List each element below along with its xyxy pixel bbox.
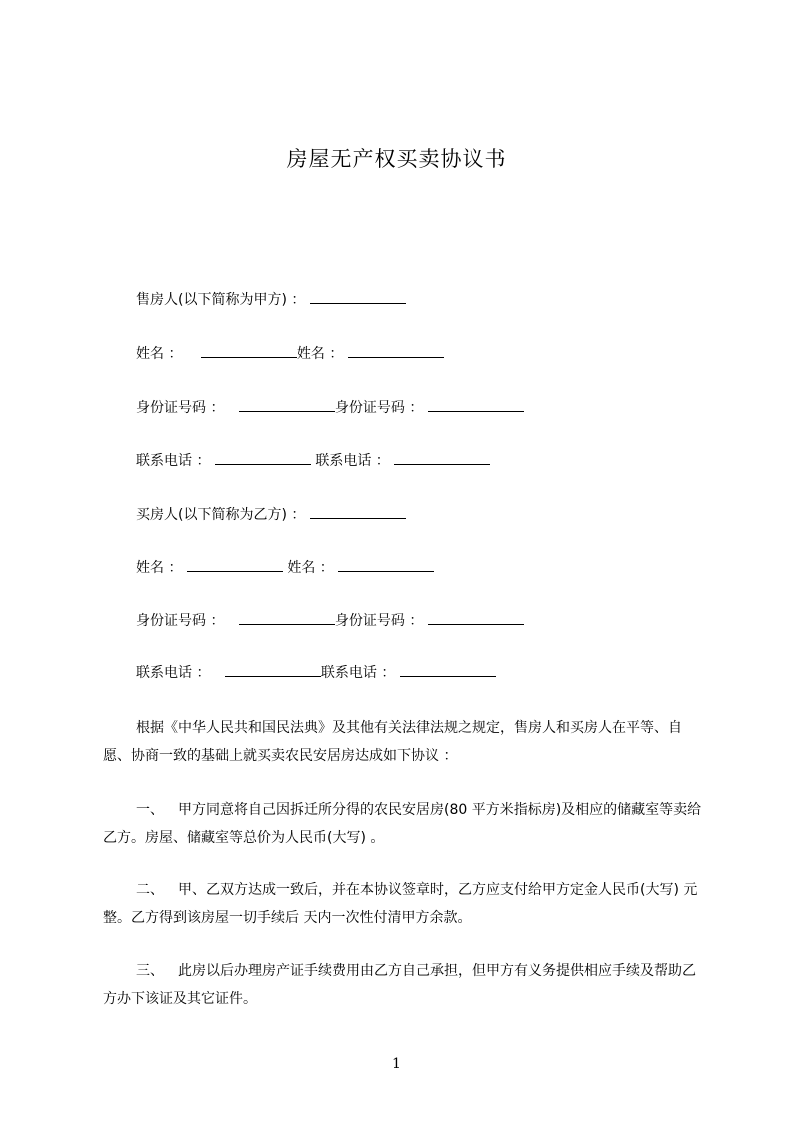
- buyer-id-row: [136, 611, 524, 631]
- buyer-name-blank-1[interactable]: [187, 559, 283, 572]
- buyer-phone-label-1: 联系电话 ：: [136, 665, 211, 681]
- buyer-phone-blank-1[interactable]: [225, 664, 321, 677]
- preamble-paragraph: [103, 714, 703, 770]
- seller-name-blank-2[interactable]: [348, 345, 444, 358]
- buyer-id-label-1: 身份证号码 ：: [136, 613, 225, 629]
- seller-id-blank-2[interactable]: [428, 399, 524, 412]
- seller-heading: [136, 290, 406, 310]
- clause-3-text: 此房以后办理房产证手续费用由乙方自己承担，但甲方有义务提供相应手续及帮助乙方办下该证及其它证件。: [103, 963, 696, 1007]
- clause-3-number: 三、: [136, 963, 164, 979]
- clause-2-text: 甲、乙双方达成一致后，并在本协议签章时，乙方应支付给甲方定金人民币(大写) 元整。乙方得到该房屋一切手续后 天内一次性付清甲方余款。: [103, 882, 698, 926]
- clause-2-number: 二、: [136, 882, 164, 898]
- buyer-blank[interactable]: [310, 506, 406, 519]
- clause-1: [103, 796, 703, 852]
- seller-blank[interactable]: [310, 291, 406, 304]
- buyer-heading: [136, 505, 406, 525]
- buyer-id-blank-1[interactable]: [239, 612, 335, 625]
- buyer-name-blank-2[interactable]: [338, 559, 434, 572]
- buyer-heading-label: 买房人(以下简称为乙方) ：: [136, 507, 306, 523]
- buyer-phone-label-2: 联系电话 ：: [320, 665, 396, 681]
- document-title: 房屋无产权买卖协议书: [286, 147, 507, 171]
- seller-phone-label-2: 联系电话 ：: [315, 453, 390, 469]
- preamble-text: 根据《中华人民共和国民法典》及其他有关法律法规之规定，售房人和买房人在平等、自愿、协商一致的基础上就买卖农民安居房达成如下协议 ：: [103, 720, 682, 764]
- clause-1-number: 一、: [136, 802, 164, 818]
- clause-2: [103, 876, 703, 932]
- clause-1-text: 甲方同意将自己因拆迁所分得的农民安居房(80 平方米指标房)及相应的储藏室等卖给乙方。房屋、储藏室等总价为人民币(大写) 。: [103, 802, 702, 846]
- seller-heading-label: 售房人(以下简称为甲方) ：: [136, 292, 306, 308]
- seller-name-label-2: 姓名 ：: [296, 346, 344, 362]
- buyer-id-label-2: 身份证号码 ：: [334, 613, 424, 629]
- seller-name-label-1: 姓名 ：: [136, 346, 183, 362]
- page-number: 1: [392, 1056, 401, 1072]
- buyer-name-label-1: 姓名 ：: [136, 560, 183, 576]
- seller-phone-row: [136, 451, 490, 471]
- buyer-name-label-2: 姓名 ：: [287, 560, 334, 576]
- seller-id-label-2: 身份证号码 ：: [334, 400, 424, 416]
- buyer-name-row: [136, 558, 434, 578]
- seller-name-row: [136, 344, 444, 364]
- clause-3: [103, 957, 703, 1013]
- buyer-phone-row: [136, 663, 496, 683]
- seller-phone-blank-2[interactable]: [394, 452, 490, 465]
- seller-phone-blank-1[interactable]: [215, 452, 311, 465]
- seller-id-row: [136, 398, 524, 418]
- buyer-id-blank-2[interactable]: [428, 612, 524, 625]
- seller-id-label-1: 身份证号码 ：: [136, 400, 225, 416]
- seller-phone-label-1: 联系电话 ：: [136, 453, 211, 469]
- seller-name-blank-1[interactable]: [201, 345, 297, 358]
- seller-id-blank-1[interactable]: [239, 399, 335, 412]
- buyer-phone-blank-2[interactable]: [400, 664, 496, 677]
